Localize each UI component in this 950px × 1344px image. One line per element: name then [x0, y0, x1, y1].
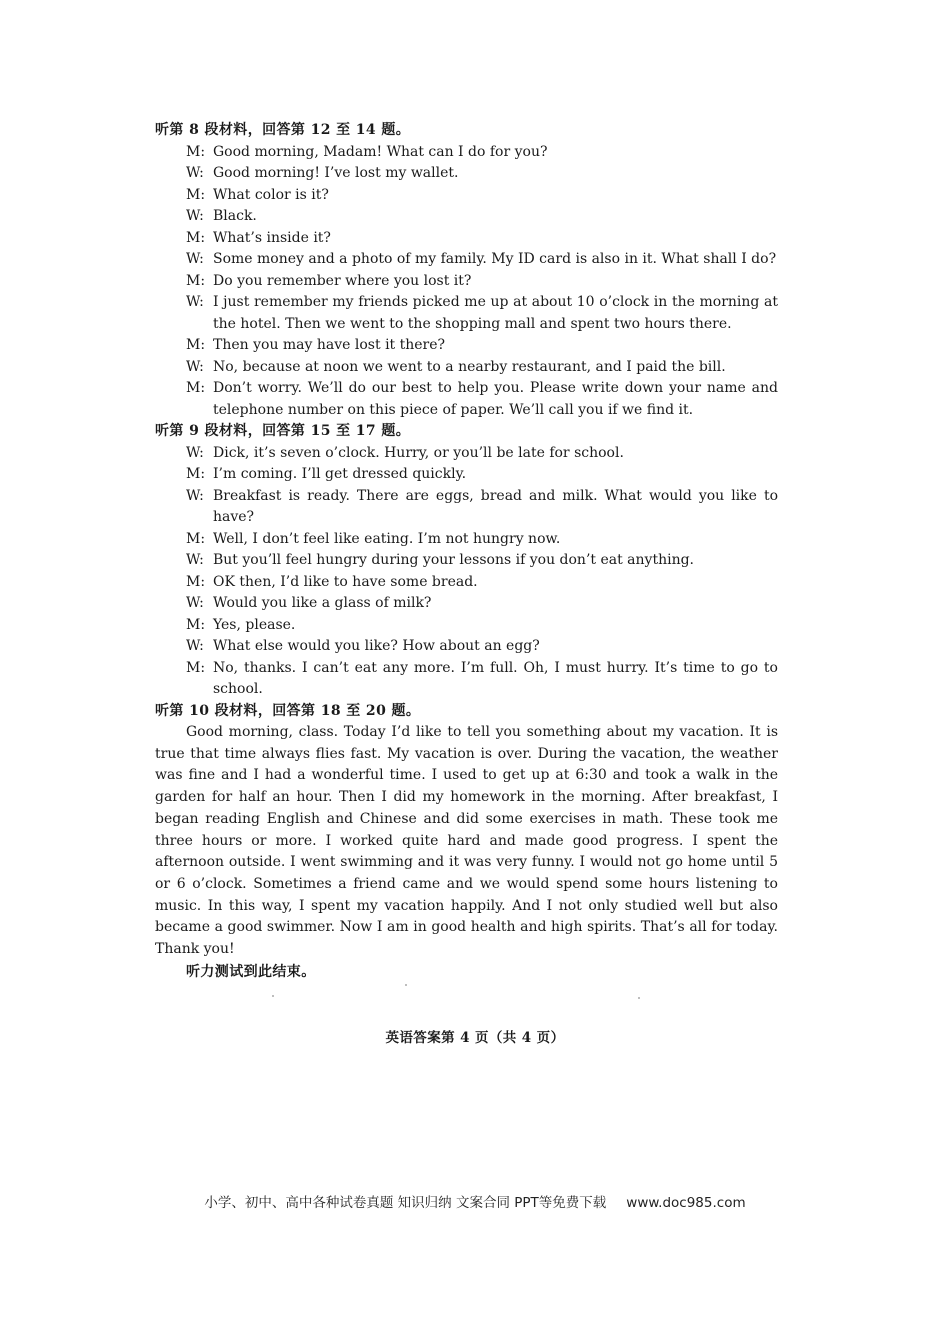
dialogue-line: [155, 163, 778, 185]
dialogue-line: [155, 228, 778, 250]
dialogue-text: Good morning, Madam! What can I do for you?: [213, 143, 548, 160]
speaker-label: W:: [186, 444, 204, 461]
dialogue-text: OK then, I’d like to have some bread.: [213, 573, 478, 590]
dialogue-text: Good morning! I’ve lost my wallet.: [213, 165, 459, 181]
dialogue-text: No, thanks. I can’t eat any more. I’m full. Oh, I must hurry. It’s time to go to school.: [213, 659, 783, 697]
speaker-label: M:: [186, 616, 206, 633]
dialogue-text: But you’ll feel hungry during your lessons if you don’t eat anything.: [213, 552, 694, 568]
section-10: [155, 701, 778, 961]
speaker-label: M:: [186, 272, 206, 289]
transcript-content: [155, 120, 783, 983]
speaker-label: W:: [186, 638, 204, 654]
section-9: [155, 421, 783, 701]
section-heading: 听第 8 段材料，回答第 12 至 14 题。: [155, 122, 411, 138]
section-heading: 听第 10 段材料，回答第 18 至 20 题。: [155, 702, 421, 719]
speaker-label: W:: [186, 165, 204, 181]
dialogue-text: Would you like a glass of milk?: [213, 595, 432, 611]
section-8: [155, 120, 783, 421]
speaker-label: M:: [186, 466, 206, 482]
dialogue-line: [155, 292, 783, 335]
watermark-banner: [0, 1191, 950, 1211]
dialogue-line: [155, 593, 778, 615]
speaker-label: W:: [186, 358, 204, 375]
scan-speck: [272, 995, 274, 997]
dialogue-text: Don’t worry. We’ll do our best to help you. Please write down your name and telephone number on this piece of paper. We’ll call you if we find it.: [213, 380, 783, 418]
dialogue-text: Do you remember where you lost it?: [213, 272, 472, 289]
speaker-label: M:: [186, 186, 206, 203]
speaker-label: M:: [186, 659, 206, 676]
dialogue-line: [155, 185, 778, 207]
dialogue-line: [155, 486, 783, 529]
dialogue-line: [155, 142, 778, 164]
speaker-label: M:: [186, 573, 206, 590]
scan-speck: [638, 997, 640, 999]
speaker-label: M:: [186, 143, 206, 160]
speaker-label: W:: [186, 487, 204, 504]
watermark-text: 小学、初中、高中各种试卷真题 知识归纳 文案合同 PPT等免费下载: [204, 1195, 607, 1211]
speaker-label: W:: [186, 208, 204, 224]
monologue-paragraph: Good morning, class. Today I’d like to tell you something about my vacation. It is true that time always flies fast. My vacation is over. During the vacation, the weather was fine and I had a wonderful time. I used to get up at 6:30 and took a walk in the garden for half an hour. Then I did my homework in the morning. After breakfast, I began reading English and Chinese and did some exercises in math. These took me three hours or more. I worked quite hard and made good progress. I spent the afternoon outside. I went swimming and it was very funny. I would not go home until 5 or 6 o’clock. Sometimes a friend came and we would spend some hours listening to music. In this way, I spent my vacation happily. And I not only studied well but also became a good swimmer. Now I am in good health and high spirits. That’s all for today. Thank you!: [155, 724, 778, 958]
dialogue-text: No, because at noon we went to a nearby restaurant, and I paid the bill.: [213, 358, 726, 375]
dialogue-line: [155, 249, 778, 271]
dialogue-text: Yes, please.: [213, 616, 296, 633]
speaker-label: W:: [186, 251, 204, 267]
dialogue-line: [155, 206, 778, 228]
dialogue-text: I just remember my friends picked me up at about 10 o’clock in the morning at the hotel. Then we went to the shopping mall and spent two hours there.: [213, 294, 783, 332]
dialogue-text: Well, I don’t feel like eating. I’m not hungry now.: [213, 530, 561, 547]
dialogue-text: Breakfast is ready. There are eggs, bread and milk. What would you like to have?: [213, 487, 783, 525]
page-footer: 英语答案第 4 页（共 4 页）: [385, 1030, 565, 1046]
dialogue-text: What’s inside it?: [213, 229, 331, 246]
speaker-label: M:: [186, 229, 206, 246]
speaker-label: W:: [186, 552, 204, 568]
dialogue-line: [155, 572, 778, 594]
dialogue-line: [155, 378, 783, 421]
scan-speck: [405, 984, 407, 986]
speaker-label: M:: [186, 380, 206, 396]
speaker-label: M:: [186, 530, 206, 547]
dialogue-line: [155, 271, 778, 293]
dialogue-line: [155, 335, 778, 357]
dialogue-text: I’m coming. I’ll get dressed quickly.: [213, 466, 467, 482]
section-heading: 听第 9 段材料，回答第 15 至 17 题。: [155, 423, 411, 439]
ending-note: 听力测试到此结束。: [186, 963, 316, 980]
dialogue-line: [155, 443, 778, 465]
dialogue-line: [155, 636, 778, 658]
dialogue-line: [155, 615, 778, 637]
dialogue-line: [155, 658, 783, 701]
speaker-label: W:: [186, 294, 204, 310]
speaker-label: W:: [186, 595, 204, 611]
dialogue-text: Dick, it’s seven o’clock. Hurry, or you’ll be late for school.: [213, 444, 624, 461]
dialogue-text: Then you may have lost it there?: [213, 337, 446, 353]
dialogue-text: Some money and a photo of my family. My ID card is also in it. What shall I do?: [213, 251, 777, 267]
dialogue-text: What color is it?: [213, 186, 329, 203]
watermark-url: www.doc985.com: [626, 1195, 746, 1211]
dialogue-line: [155, 550, 778, 572]
dialogue-text: What else would you like? How about an egg?: [213, 638, 540, 654]
speaker-label: M:: [186, 337, 206, 353]
dialogue-line: [155, 529, 778, 551]
dialogue-line: [155, 464, 778, 486]
dialogue-text: Black.: [213, 208, 257, 224]
dialogue-line: [155, 357, 778, 379]
